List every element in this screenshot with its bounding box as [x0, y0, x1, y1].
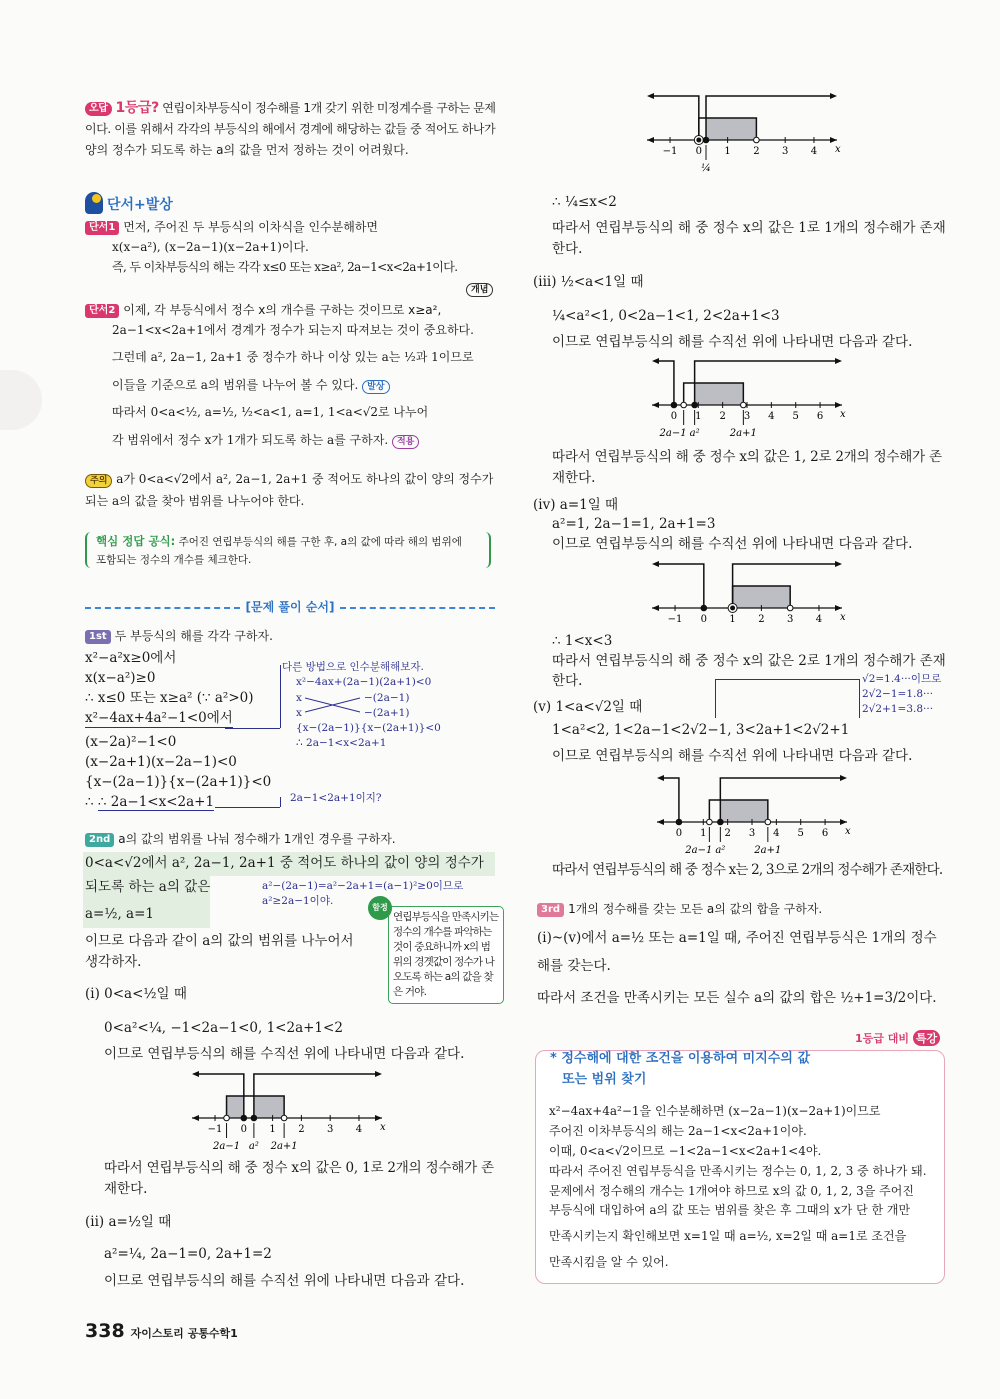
why-text: 연립이차부등식이 정수해를 1개 갖기 위한 미정계수를 구하는 문제 — [162, 101, 496, 115]
tip-line: 따라서 주어진 연립부등식을 만족시키는 정수는 0, 1, 2, 3 중 하나가 돼. — [549, 1164, 927, 1178]
step2-line: 이므로 다음과 같이 a의 값의 범위를 나누어서 — [85, 933, 354, 949]
tick-label: 0 — [700, 614, 708, 625]
caution-badge: 주의 — [85, 474, 112, 488]
ray-arrow-right-icon — [840, 775, 847, 781]
case-iv-draw: 이므로 연립부등식의 해를 수직선 위에 나타내면 다음과 같다. — [552, 536, 913, 552]
step3-title: 1개의 정수해를 갖는 모든 a의 값의 합을 구하자. — [568, 902, 823, 916]
solution-shade — [733, 586, 791, 608]
tick-label: 0 — [695, 146, 703, 157]
tick-label: 2 — [753, 146, 760, 157]
caution-line — [85, 470, 493, 488]
step3-line: 따라서 조건을 만족시키는 모든 실수 a의 값의 합은 ½+1=3/2이다. — [537, 990, 937, 1006]
tick-label: 0 — [675, 828, 683, 839]
number-line-case-i — [190, 1066, 390, 1154]
step1-heading — [85, 627, 273, 645]
solution-shade — [720, 800, 768, 822]
tip-title: 또는 범위 찾기 — [562, 1072, 647, 1087]
axis-arrow-left-icon — [192, 1115, 199, 1121]
clue2-text: 이들을 기준으로 a의 범위를 나누어 볼 수 있다. — [112, 378, 359, 392]
tip-line: 이때, 0<a<√2이므로 −1<2a−1<x<2a+1<4야. — [549, 1144, 822, 1158]
step2-heading — [85, 830, 396, 848]
trap-line: 것이 중요하니까 x의 범 — [393, 941, 491, 953]
step2-badge: 2nd — [85, 833, 114, 847]
solution-shade — [695, 383, 744, 405]
trap-text — [393, 910, 498, 1000]
tick-label: 6 — [816, 411, 824, 422]
key-line — [96, 532, 462, 551]
step3-badge: 3rd — [537, 903, 564, 917]
clue2-text: 이제, 각 부등식에서 정수 x의 개수를 구하는 것이므로 x≥a², — [123, 303, 442, 317]
case-ii-heading: (ii) a=½일 때 — [85, 1214, 172, 1230]
page-number: 338 — [85, 1320, 125, 1342]
ray-arrow-right-icon — [835, 561, 842, 567]
axis-variable-label: x — [835, 144, 841, 155]
tick-label: 4 — [355, 1124, 363, 1135]
side-note-line: x²−4ax+(2a−1)(2a+1)<0 — [296, 676, 432, 688]
tick-label: 2 — [719, 411, 726, 422]
why-line-1 — [85, 99, 496, 117]
case-ii-result: 따라서 연립부등식의 해 중 정수 x의 값은 1로 1개의 정수해가 존재 — [552, 220, 946, 236]
ray-arrow-right-icon — [830, 93, 837, 99]
concept-tag — [466, 279, 493, 297]
tip-line: 주어진 이차부등식의 해는 2a−1<x<2a+1이야. — [549, 1124, 807, 1138]
tick-label: 1 — [700, 828, 707, 839]
connector-line — [225, 728, 280, 729]
side-note-line: √2=1.4···이므로 — [862, 673, 942, 685]
side-note-title: 다른 방법으로 인수분해해보자. — [282, 661, 424, 673]
case-iv-condition: a²=1, 2a−1=1, 2a+1=3 — [552, 516, 716, 532]
axis-arrow-right-icon — [840, 819, 847, 825]
case-i-result: 따라서 연립부등식의 해 중 정수 x의 값은 0, 1로 2개의 정수해가 존 — [104, 1160, 494, 1176]
tip-tab-label: 1등급 대비 — [855, 1032, 909, 1045]
case-iv-heading: (iv) a=1일 때 — [533, 497, 619, 513]
axis-arrow-left-icon — [652, 402, 659, 408]
number-line-case-ii — [645, 88, 845, 188]
axis-variable-label: x — [840, 409, 846, 420]
number-line-case-iii — [650, 353, 850, 441]
step2-line: 생각하자. — [85, 954, 142, 970]
axis-variable-label: x — [845, 826, 851, 837]
clue1-line: x(x−a²), (x−2a−1)(x−2a+1)이다. — [112, 240, 309, 254]
axis-variable-label: x — [380, 1122, 386, 1133]
clue1-badge: 단서1 — [85, 221, 119, 235]
side-note-line: a²−(2a−1)=a²−2a+1=(a−1)²≥0이므로 — [262, 880, 464, 892]
connector-line — [215, 807, 280, 808]
step1-line: x²−a²x≥0에서 — [85, 650, 177, 666]
open-point — [224, 1115, 230, 1121]
side-note-line: −(2a−1) — [364, 692, 410, 704]
trap-line: 정수의 개수를 파악하는 — [393, 926, 492, 938]
case-iii-result: 재한다. — [552, 470, 596, 486]
filled-point — [703, 137, 709, 143]
tick-label: 0 — [670, 411, 678, 422]
step2-title: a의 값의 범위를 나눠 정수해가 1개인 경우를 구하자. — [118, 832, 396, 846]
step1-title: 두 부등식의 해를 각각 구하자. — [114, 629, 273, 643]
ray-arrow-right-icon — [835, 358, 842, 364]
step3-heading — [537, 900, 822, 918]
clue-title: 단서+발상 — [107, 197, 173, 213]
step1-line: (x−2a+1)(x−2a−1)<0 — [85, 754, 237, 770]
clue2-line — [112, 431, 419, 449]
clue-heading — [85, 192, 173, 214]
wrong-answer-badge: 오답 — [85, 102, 112, 116]
filled-point — [692, 402, 698, 408]
trap-line: 오도록 하는 a의 값을 찾 — [393, 971, 493, 983]
tick-label: 4 — [810, 146, 818, 157]
tick-label: 1 — [695, 411, 702, 422]
case-ii-draw: 이므로 연립부등식의 해를 수직선 위에 나타내면 다음과 같다. — [104, 1273, 465, 1289]
pointer-label: 2a+1 — [270, 1141, 298, 1152]
trap-line: 연립부등식을 만족시키는 — [393, 911, 499, 923]
filled-point — [671, 402, 677, 408]
side-note-line: 2√2+1=3.8··· — [862, 703, 934, 715]
why-title: 1등급? — [115, 100, 159, 116]
filled-point — [718, 819, 724, 825]
apply-tag: 적용 — [392, 435, 419, 449]
pointer-label: ¼ — [701, 163, 711, 174]
tick-label: 1 — [729, 614, 736, 625]
case-v-heading: (v) 1<a<√2일 때 — [533, 699, 643, 715]
tip-line: 만족시킴을 알 수 있어. — [549, 1255, 669, 1269]
step1-line: (x−2a)²−1<0 — [85, 734, 177, 750]
tick-label: 5 — [797, 828, 804, 839]
connector-line — [280, 797, 281, 807]
case-iv-result: 한다. — [552, 673, 583, 689]
step1-line: x(x−a²)≥0 — [85, 670, 156, 686]
side-note-line: −(2a+1) — [364, 707, 410, 719]
solution-shade — [706, 118, 756, 140]
tick-label: 4 — [773, 828, 780, 839]
tick-label: 3 — [781, 146, 789, 157]
tick-label: 2 — [758, 614, 765, 625]
step2-line: 0<a<√2에서 a², 2a−1, 2a+1 중 적어도 하나의 값이 양의 정수가 — [85, 855, 484, 871]
pointer-label: a² — [248, 1141, 259, 1152]
filled-point — [676, 819, 682, 825]
trap-line: 위의 경곗값이 정수가 나 — [393, 956, 495, 968]
page-footer — [85, 1320, 238, 1342]
ray-arrow-left-icon — [647, 93, 654, 99]
clue2-line — [85, 301, 441, 319]
why-line-2: 이다. 이를 위해서 각각의 부등식의 해에서 경계에 해당하는 값들 중 적어도 하나가 — [85, 122, 496, 136]
tick-label: 6 — [821, 828, 829, 839]
open-point — [765, 819, 771, 825]
why-line-3: 양의 정수가 되도록 하는 a의 값을 먼저 정하는 것이 어려웠다. — [85, 143, 409, 157]
open-point — [281, 1115, 287, 1121]
side-note-line: {x−(2a−1)}{x−(2a+1)}<0 — [296, 722, 441, 734]
number-line-case-iv — [650, 556, 850, 626]
caution-text: a가 0<a<√2에서 a², 2a−1, 2a+1 중 적어도 하나의 값이 양의 정수가 — [116, 472, 494, 486]
case-i-draw: 이므로 연립부등식의 해를 수직선 위에 나타내면 다음과 같다. — [104, 1046, 465, 1062]
axis-arrow-left-icon — [657, 819, 664, 825]
case-iii-condition: ¼<a²<1, 0<2a−1<1, 2<2a+1<3 — [552, 308, 780, 324]
axis-arrow-left-icon — [647, 137, 654, 143]
lightbulb-head-icon — [85, 192, 103, 214]
pointer-label: 2a+1 — [754, 845, 782, 856]
idea-tag: 발상 — [362, 380, 389, 394]
key-label: 핵심 정답 공식: — [96, 534, 176, 548]
filled-point — [730, 606, 735, 611]
axis-arrow-right-icon — [830, 137, 837, 143]
side-note-line: x — [296, 707, 302, 719]
ray-arrow-left-icon — [192, 1071, 199, 1077]
solution-order-header: [문제 풀이 순서] — [85, 598, 495, 616]
tick-label: 5 — [792, 411, 799, 422]
tick-label: 4 — [815, 614, 823, 625]
tick-label: 3 — [748, 828, 756, 839]
open-point — [707, 819, 713, 825]
axis-arrow-left-icon — [652, 605, 659, 611]
tick-label: 2 — [724, 828, 731, 839]
axis-arrow-right-icon — [835, 605, 842, 611]
clue2-badge: 단서2 — [85, 304, 119, 318]
clue2-line: 따라서 0<a<½, a=½, ½<a<1, a=1, 1<a<√2로 나누어 — [112, 405, 429, 419]
case-i-heading: (i) 0<a<½일 때 — [85, 986, 187, 1002]
ray-arrow-left-icon — [652, 358, 659, 364]
tick-label: −1 — [207, 1124, 223, 1135]
case-i-condition: 0<a²<¼, −1<2a−1<0, 1<2a+1<2 — [104, 1020, 343, 1036]
tick-label: −1 — [667, 614, 683, 625]
open-point — [681, 402, 687, 408]
filled-point — [696, 138, 701, 143]
ray-arrow-left-icon — [652, 561, 659, 567]
clue2-line: 2a−1<x<2a+1에서 경계가 정수가 되는지 따져보는 것이 중요하다. — [112, 323, 474, 337]
left-ray — [651, 96, 699, 140]
step1-line: ∴ x≤0 또는 x≥a² (∵ a²>0) — [85, 690, 254, 706]
step1-line: x²−4ax+4a²−1<0에서 — [85, 710, 233, 726]
filled-point — [251, 1115, 257, 1121]
book-title: 자이스토리 공통수학1 — [130, 1327, 238, 1340]
ray-arrow-right-icon — [375, 1071, 382, 1077]
pointer-label: a² — [689, 428, 700, 439]
axis-arrow-right-icon — [835, 402, 842, 408]
case-iv-solution: ∴ 1<x<3 — [552, 633, 613, 649]
open-point — [787, 605, 793, 611]
tick-label: 3 — [786, 614, 794, 625]
case-ii-result: 한다. — [552, 241, 583, 257]
page-edge-tab — [0, 370, 42, 430]
case-iv-result: 따라서 연립부등식의 해 중 정수 x의 값은 2로 1개의 정수해가 존재 — [552, 653, 946, 669]
step1-line: ∴ ∴ 2a−1<x<2a+1 — [85, 794, 215, 810]
clue2-line — [112, 376, 390, 394]
tick-label: 1 — [269, 1124, 276, 1135]
open-point — [754, 137, 760, 143]
step2-line: a=½, a=1 — [85, 906, 154, 922]
step3-line: 해를 갖는다. — [537, 958, 611, 974]
number-line-case-v — [655, 770, 855, 858]
tick-label: 4 — [768, 411, 775, 422]
pointer-label: 2a−1 — [213, 1141, 241, 1152]
tip-line: 문제에서 정수해의 개수는 1개여야 하므로 x의 값 0, 1, 2, 3을 주어진 — [549, 1184, 914, 1198]
filled-point — [701, 605, 707, 611]
axis-variable-label: x — [840, 612, 846, 623]
case-v-draw: 이므로 연립부등식의 해를 수직선 위에 나타내면 다음과 같다. — [552, 748, 913, 764]
pointer-label: 2a+1 — [729, 428, 757, 439]
clue1-text: 먼저, 주어진 두 부등식의 이차식을 인수분해하면 — [123, 220, 379, 234]
clue1-line: 즉, 두 이차부등식의 해는 각각 x≤0 또는 x≥a², 2a−1<x<2a+1이다. — [112, 260, 458, 274]
left-ray — [656, 564, 704, 608]
pointer-label: 2a−1 — [685, 845, 713, 856]
step2-line: 되도록 하는 a의 값은 — [85, 879, 211, 895]
step1-badge: 1st — [85, 630, 111, 644]
left-ray — [656, 361, 674, 405]
clue2-line: 그런데 a², 2a−1, 2a+1 중 정수가 하나 이상 있는 a는 ½과 1이므로 — [112, 350, 474, 364]
case-i-result: 재한다. — [104, 1181, 148, 1197]
tick-label: 1 — [724, 146, 731, 157]
solution-shade — [254, 1096, 284, 1118]
tick-label: 2 — [298, 1124, 305, 1135]
filled-point — [241, 1115, 247, 1121]
step1-result: ∴ 2a−1<x<2a+1 — [97, 794, 215, 810]
cross-multiply-arrows — [305, 695, 365, 715]
case-v-result: 따라서 연립부등식의 해 중 정수 x는 2, 3으로 2개의 정수해가 존재한다. — [552, 862, 943, 878]
tip-line: 부등식에 대입하여 a의 값 또는 범위를 찾은 후 그때의 x가 단 한 개만 — [549, 1203, 911, 1217]
tip-line: 만족시키는지 확인해보면 x=1일 때 a=½, x=2일 때 a=1로 조건을 — [549, 1229, 907, 1243]
tick-label: 0 — [240, 1124, 248, 1135]
tick-label: −1 — [662, 146, 678, 157]
tick-label: 3 — [326, 1124, 334, 1135]
side-note-line: a²≥2a−1이야. — [262, 895, 334, 907]
connector-line — [715, 679, 860, 718]
ray-arrow-left-icon — [657, 775, 664, 781]
side-note-line: ∴ 2a−1<x<2a+1 — [296, 737, 387, 749]
axis-arrow-right-icon — [375, 1115, 382, 1121]
clue1-line — [85, 218, 378, 236]
key-text: 주어진 연립부등식의 해를 구한 후, a의 값에 따라 해의 범위에 — [178, 536, 462, 548]
trap-badge: 함정 — [368, 896, 392, 920]
solution-shade — [227, 1096, 244, 1118]
tip-title: * 정수해에 대한 조건을 이용하여 미지수의 값 — [550, 1051, 810, 1066]
pointer-label: a² — [715, 845, 726, 856]
case-iii-draw: 이므로 연립부등식의 해를 수직선 위에 나타내면 다음과 같다. — [552, 334, 913, 350]
open-point — [741, 402, 747, 408]
tip-tab-badge: 특강 — [913, 1030, 940, 1046]
case-v-condition: 1<a²<2, 1<2a−1<2√2−1, 3<2a+1<2√2+1 — [552, 722, 850, 738]
side-note-line: 2a−1<2a+1이지? — [290, 792, 382, 804]
case-iii-heading: (iii) ½<a<1일 때 — [533, 274, 644, 290]
clue2-text: 각 범위에서 정수 x가 1개가 되도록 하는 a를 구하자. — [112, 433, 389, 447]
case-ii-solution: ∴ ¼≤x<2 — [552, 194, 617, 210]
case-ii-condition: a²=¼, 2a−1=0, 2a+1=2 — [104, 1246, 272, 1262]
side-note-line: 2√2−1=1.8··· — [862, 688, 934, 700]
caution-line: 되는 a의 값을 찾아 범위를 나누어야 한다. — [85, 494, 305, 508]
pointer-label: 2a−1 — [659, 428, 687, 439]
tick-label: 3 — [743, 411, 751, 422]
key-line: 포함되는 정수의 개수를 체크한다. — [96, 554, 252, 566]
trap-line: 은 거야. — [393, 986, 427, 998]
step3-line: (i)~(v)에서 a=½ 또는 a=1일 때, 주어진 연립부등식은 1개의 정수 — [537, 930, 937, 946]
step1-line: {x−(2a−1)}{x−(2a+1)}<0 — [85, 774, 272, 790]
connector-line — [280, 665, 281, 728]
side-note-line: x — [296, 692, 302, 704]
tip-tab — [855, 1030, 940, 1046]
case-iii-result: 따라서 연립부등식의 해 중 정수 x의 값은 1, 2로 2개의 정수해가 존 — [552, 449, 942, 465]
left-ray — [661, 778, 679, 822]
tip-line: x²−4ax+4a²−1을 인수분해하면 (x−2a−1)(x−2a+1)이므로 — [549, 1104, 881, 1118]
concept-tag-label: 개념 — [466, 283, 493, 297]
